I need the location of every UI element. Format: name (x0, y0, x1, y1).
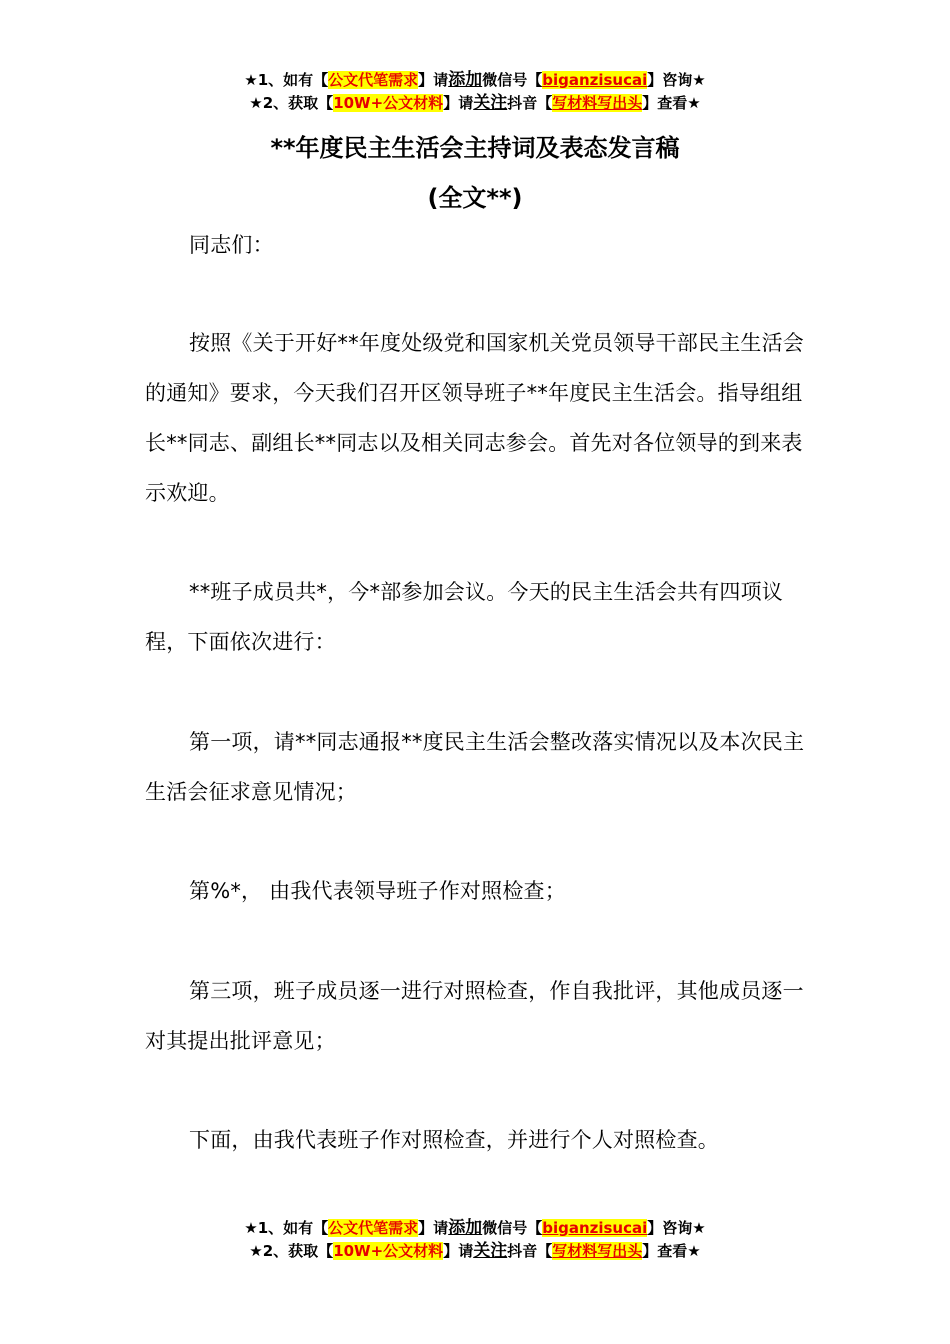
promo-text: 】请 (418, 71, 449, 89)
body-paragraph: **班子成员共*，今*部参加会议。今天的民主生活会共有四项议程，下面依次进行： (145, 580, 783, 654)
agenda-item: 第一项，请**同志通报**度民主生活会整改落实情况以及本次民主生活会征求意见情况； (145, 730, 805, 804)
promo-highlight: 公文代笔需求 (328, 71, 419, 89)
promo-line-2 (0, 1240, 950, 1263)
promo-highlight: 10W+公文材料 (333, 1242, 444, 1260)
document-subtitle: (全文**) (427, 184, 523, 212)
promo-text: 抖音【 (507, 94, 553, 112)
promo-text: 微信号【 (482, 71, 543, 89)
promo-banner-top (0, 69, 950, 115)
promo-text: 抖音【 (507, 1242, 553, 1260)
promo-line-1 (0, 1217, 950, 1240)
promo-text: ★2、获取【 (249, 1242, 334, 1260)
body-paragraph: 按照《关于开好**年度处级党和国家机关党员领导干部民主生活会的通知》要求，今天我们召开区领导班子**年度民主生活会。指导组组长**同志、副组长**同志以及相关同志参会。首先对各位领导的到来表示欢迎。 (145, 331, 804, 505)
agenda-item: 第%*， 由我代表领导班子作对照检查； (189, 879, 566, 903)
promo-text: ★1、如有【 (244, 1219, 329, 1237)
agenda-item: 第三项，班子成员逐一进行对照检查，作自我批评，其他成员逐一对其提出批评意见； (145, 979, 804, 1053)
promo-text: 】查看★ (642, 94, 701, 112)
promo-text: 】查看★ (642, 1242, 701, 1260)
promo-text: 】请 (418, 1219, 449, 1237)
promo-text: 】请 (443, 94, 474, 112)
promo-line-2 (0, 92, 950, 115)
salutation: 同志们： (189, 233, 274, 257)
promo-highlight: 10W+公文材料 (333, 94, 444, 112)
document-title: **年度民主生活会主持词及表态发言稿 (270, 134, 680, 162)
promo-emphasis: 添加 (448, 70, 483, 90)
wechat-id: biganzisucai (542, 71, 648, 89)
douyin-account: 写材料写出头 (552, 94, 643, 112)
promo-text: ★2、获取【 (249, 94, 334, 112)
promo-emphasis: 关注 (473, 1241, 508, 1261)
promo-emphasis: 关注 (473, 93, 508, 113)
wechat-id: biganzisucai (542, 1219, 648, 1237)
promo-text: ★1、如有【 (244, 71, 329, 89)
promo-text: 】请 (443, 1242, 474, 1260)
promo-text: 】咨询★ (647, 71, 706, 89)
promo-banner-bottom (0, 1217, 950, 1263)
promo-line-1 (0, 69, 950, 92)
promo-text: 微信号【 (482, 1219, 543, 1237)
douyin-account: 写材料写出头 (552, 1242, 643, 1260)
promo-highlight: 公文代笔需求 (328, 1219, 419, 1237)
body-paragraph: 下面，由我代表班子作对照检查，并进行个人对照检查。 (189, 1128, 719, 1152)
promo-text: 】咨询★ (647, 1219, 706, 1237)
promo-emphasis: 添加 (448, 1218, 483, 1238)
